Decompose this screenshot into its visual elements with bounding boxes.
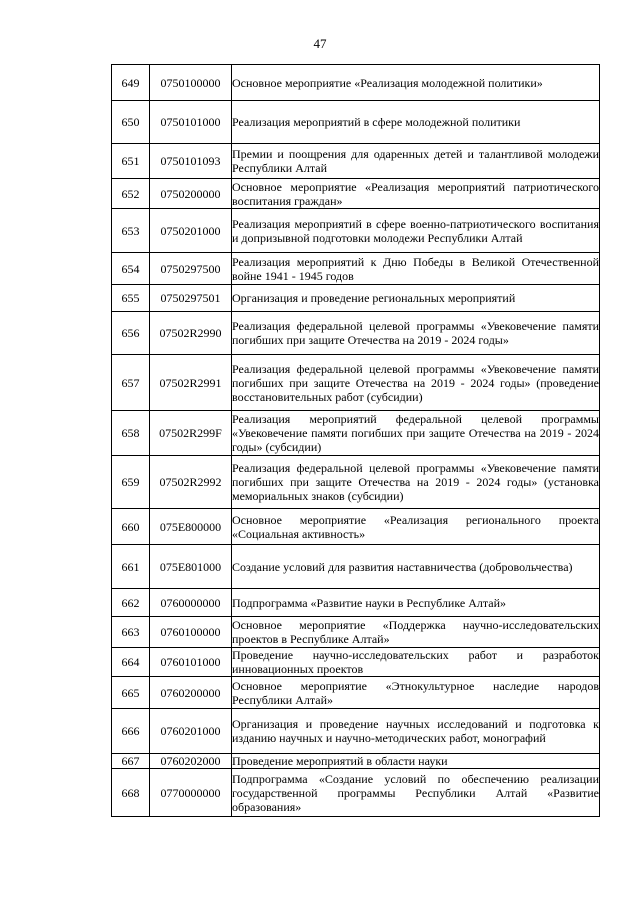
table-row (112, 769, 600, 817)
table-row (112, 411, 600, 456)
table-row (112, 677, 600, 709)
row-code: 0760000000 (150, 589, 232, 617)
row-name: Основное мероприятие «Поддержка научно-исследовательских проектов в Республике Алтай» (232, 618, 599, 646)
row-code: 0750101000 (150, 101, 232, 144)
table-row (112, 355, 600, 411)
table-row (112, 312, 600, 355)
row-number: 657 (112, 355, 150, 411)
row-number: 666 (112, 709, 150, 754)
row-code: 0760100000 (150, 617, 232, 648)
page-number: 47 (313, 36, 327, 51)
row-name: Подпрограмма «Создание условий по обеспечению реализации государственной программы Республики Алтай «Развитие образования» (232, 769, 600, 817)
table-row (112, 648, 600, 677)
row-name: Реализация федеральной целевой программы «Увековечение памяти погибших при защите Отечества на 2019 - 2024 годы» (установка мемориальных знаков (субсидии) (232, 456, 600, 509)
row-name: Проведение научно-исследовательских работ и разработок инновационных проектов (232, 648, 599, 676)
budget-codes-table (111, 64, 600, 817)
table-row (112, 179, 600, 209)
row-number: 655 (112, 285, 150, 312)
row-code: 0750201000 (150, 209, 232, 253)
row-name: Реализация федеральной целевой программы «Увековечение памяти погибших при защите Отечества на 2019 - 2024 годы» (проведение восстановительных работ (субсидии) (232, 355, 600, 411)
row-code: 0760101000 (150, 648, 232, 677)
row-name: Создание условий для развития наставничества (добровольчества) (232, 545, 600, 589)
table-row (112, 101, 600, 144)
row-code: 0750297500 (150, 253, 232, 285)
row-name: Основное мероприятие «Реализация регионального проекта «Социальная активность» (232, 509, 600, 545)
row-name: Подпрограмма «Развитие науки в Республике Алтай» (232, 589, 600, 617)
table-row (112, 709, 600, 754)
row-code: 07502R299F (150, 411, 232, 456)
row-name: Основное мероприятие «Реализация мероприятий патриотического воспитания граждан» (232, 179, 599, 208)
row-name: Основное мероприятие «Этнокультурное наследие народов Республики Алтай» (232, 678, 599, 707)
row-number: 658 (112, 411, 150, 456)
table-row (112, 253, 600, 285)
row-code: 0750100000 (150, 65, 232, 101)
row-code: 075E800000 (150, 509, 232, 545)
row-number: 664 (112, 648, 150, 677)
row-number: 660 (112, 509, 150, 545)
row-name: Организация и проведение региональных мероприятий (232, 285, 600, 312)
row-number: 663 (112, 617, 150, 648)
row-code: 0750101093 (150, 144, 232, 179)
row-name: Проведение мероприятий в области науки (232, 754, 600, 769)
row-code: 07502R2990 (150, 312, 232, 355)
row-code: 0760202000 (150, 754, 232, 769)
row-name: Реализация мероприятий в сфере военно-патриотического воспитания и допризывной подготовки молодежи Республики Алтай (232, 209, 600, 253)
row-code: 0760201000 (150, 709, 232, 754)
table-row (112, 545, 600, 589)
row-number: 651 (112, 144, 150, 179)
table-row (112, 509, 600, 545)
table-row (112, 754, 600, 769)
row-name: Основное мероприятие «Реализация молодежной политики» (232, 65, 600, 101)
row-number: 649 (112, 65, 150, 101)
row-code: 07502R2991 (150, 355, 232, 411)
row-number: 668 (112, 769, 150, 817)
row-number: 653 (112, 209, 150, 253)
row-name: Реализация мероприятий федеральной целевой программы «Увековечение памяти погибших при защите Отечества на 2019 - 2024 годы» (субсидии) (232, 412, 599, 454)
row-name: Организация и проведение научных исследований и подготовка к изданию научных и научно-методических работ, монографий (232, 709, 600, 754)
row-code: 075E801000 (150, 545, 232, 589)
row-name: Реализация мероприятий в сфере молодежной политики (232, 101, 600, 144)
row-code: 0750200000 (150, 179, 232, 209)
table-row (112, 456, 600, 509)
table-row (112, 589, 600, 617)
row-number: 661 (112, 545, 150, 589)
row-name: Премии и поощрения для одаренных детей и талантливой молодежи Республики Алтай (232, 144, 600, 179)
row-code: 0770000000 (150, 769, 232, 817)
table-row (112, 144, 600, 179)
row-number: 654 (112, 253, 150, 285)
row-name: Реализация федеральной целевой программы «Увековечение памяти погибших при защите Отечества на 2019 - 2024 годы» (232, 312, 600, 355)
row-code: 0750297501 (150, 285, 232, 312)
budget-codes-body (112, 65, 600, 817)
row-number: 659 (112, 456, 150, 509)
table-row (112, 65, 600, 101)
row-code: 07502R2992 (150, 456, 232, 509)
row-number: 656 (112, 312, 150, 355)
row-code: 0760200000 (150, 677, 232, 709)
table-row (112, 617, 600, 648)
row-number: 662 (112, 589, 150, 617)
table-row (112, 285, 600, 312)
row-number: 667 (112, 754, 150, 769)
table-row (112, 209, 600, 253)
row-name: Реализация мероприятий к Дню Победы в Великой Отечественной войне 1941 - 1945 годов (232, 254, 599, 283)
row-number: 665 (112, 677, 150, 709)
row-number: 650 (112, 101, 150, 144)
row-number: 652 (112, 179, 150, 209)
